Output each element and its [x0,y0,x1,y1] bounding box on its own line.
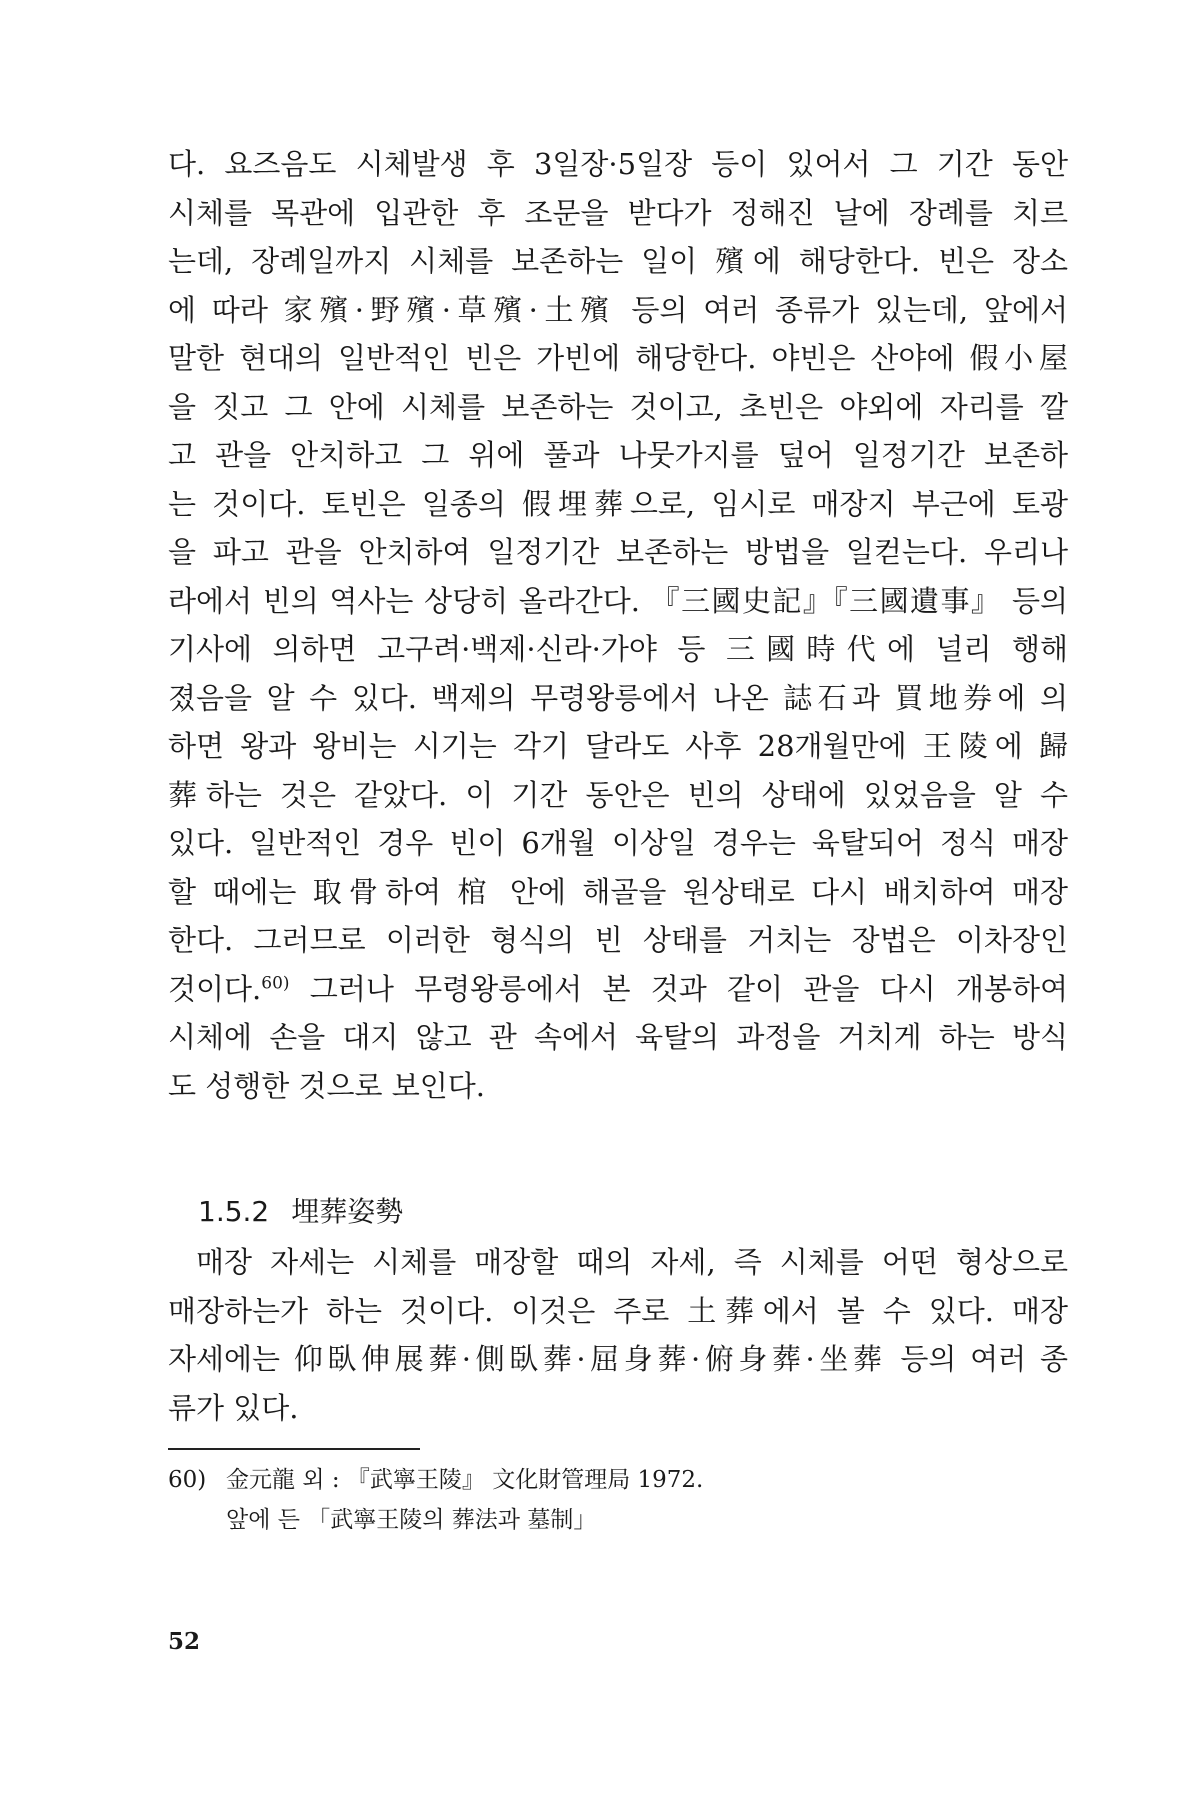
body-text-segment: 것이다. [168,971,262,1006]
section-line: 류가 있다. [168,1390,299,1425]
body-line: 있다. 일반적인 경우 빈이 6개월 이상일 경우는 육탈되어 정식 매장 [168,826,1068,860]
footnote-line: 앞에 든 「武寧王陵의 葬法과 墓制」 [226,1507,597,1533]
footnote-divider [168,1448,420,1450]
section-line: 매장 자세는 시체를 매장할 때의 자세, 즉 시체를 어떤 형상으로 [196,1245,1068,1279]
footnotes [168,1460,1068,1540]
body-line: 葬하는 것은 같았다. 이 기간 동안은 빈의 상태에 있었음을 알 수 [168,777,1068,812]
body-line: 에 따라 家殯·野殯·草殯·土殯 등의 여러 종류가 있는데, 앞에서 [168,292,1068,327]
body-text [168,140,1068,1110]
body-line: 을 파고 관을 안치하여 일정기간 보존하는 방법을 일컫는다. 우리나 [168,535,1068,569]
body-line: 하면 왕과 왕비는 시기는 각기 달라도 사후 28개월만에 王陵에 歸 [168,729,1068,763]
body-line: 라에서 빈의 역사는 상당히 올라간다. 『三國史記』『三國遺事』 등의 [168,583,1068,618]
body-line: 도 성행한 것으로 보인다. [168,1068,486,1103]
body-line: 는데, 장례일까지 시체를 보존하는 일이 殯에 해당한다. 빈은 장소 [168,244,1068,278]
body-line: 을 짓고 그 안에 시체를 보존하는 것이고, 초빈은 야외에 자리를 깔 [168,389,1068,424]
body-line: 시체를 목관에 입관한 후 조문을 받다가 정해진 날에 장례를 치르 [168,195,1068,230]
section-number: 1.5.2 [198,1195,270,1228]
footnote-line [168,1460,1068,1500]
body-line: 한다. 그러므로 이러한 형식의 빈 상태를 거치는 장법은 이차장인 [168,923,1068,957]
body-text-segment: 그러나 무령왕릉에서 본 것과 같이 관을 다시 개봉하여 [289,971,1068,1006]
section-heading [198,1192,403,1232]
body-line: 말한 현대의 일반적인 빈은 가빈에 해당한다. 야빈은 산야에 假小屋 [168,341,1068,375]
section-line: 매장하는가 하는 것이다. 이것은 주로 土葬에서 볼 수 있다. 매장 [168,1293,1068,1328]
footnote-number: 60) [168,1467,207,1493]
body-line: 는 것이다. 토빈은 일종의 假埋葬으로, 임시로 매장지 부근에 토광 [168,486,1068,521]
body-line: 시체에 손을 대지 않고 관 속에서 육탈의 과정을 거치게 하는 방식 [168,1020,1068,1054]
section-line: 자세에는 仰臥伸展葬·側臥葬·屈身葬·俯身葬·坐葬 등의 여러 종 [168,1342,1068,1376]
body-line: 고 관을 안치하고 그 위에 풀과 나뭇가지를 덮어 일정기간 보존하 [168,438,1068,472]
body-line: 다. 요즈음도 시체발생 후 3일장·5일장 등이 있어서 그 기간 동안 [168,147,1068,181]
footnote-reference: 60) [261,972,290,993]
body-line: 기사에 의하면 고구려·백제·신라·가야 등 三國時代에 널리 행해 [168,632,1068,666]
body-line: 할 때에는 取骨하여 棺 안에 해골을 원상태로 다시 배치하여 매장 [168,874,1068,909]
footnote-text: 金元龍 외 : 『武寧王陵』 文化財管理局 1972. [226,1467,704,1493]
section-body [168,1238,1068,1432]
section-title: 埋葬姿勢 [291,1195,404,1228]
body-line-with-footnote-ref [168,965,1068,1014]
page-number: 52 [168,1628,201,1655]
body-line: 졌음을 알 수 있다. 백제의 무령왕릉에서 나온 誌石과 買地券에 의 [168,680,1068,715]
